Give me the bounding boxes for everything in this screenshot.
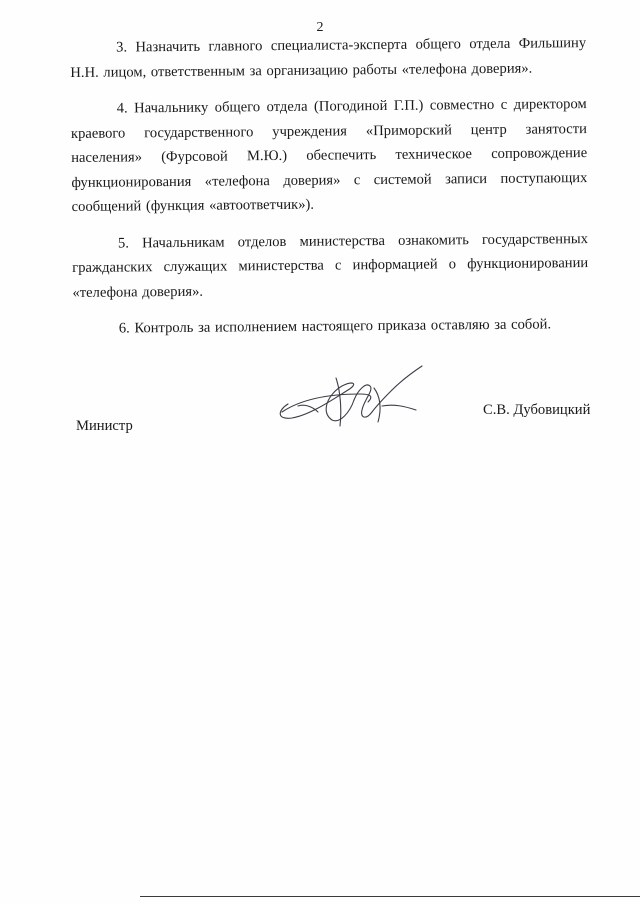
signer-name: С.В. Дубовицкий: [483, 402, 591, 418]
handwritten-signature: [270, 360, 440, 440]
paragraph-4: 4. Начальнику общего отдела (Погодиной Г.П.) совместно с директором краевого государственного учреждения «Приморский центр занятости населения» (Фурсовой М.Ю.) обеспечить техническое сопровождение функционирования «телефона доверия» с системой записи поступающих сообщений (функция «автоответчик»).: [70, 96, 588, 215]
paragraph-5: 5. Начальникам отделов министерства ознакомить государственных гражданских служащих министерства с информацией о функционировании «телефона доверия».: [72, 230, 589, 301]
scan-edge-line: [140, 896, 640, 897]
paragraph-3: 3. Назначить главного специалиста-эксперта общего отдела Фильшину Н.Н. лицом, ответственным за организацию работы «телефона доверия».: [70, 35, 587, 81]
page-number: 2: [316, 20, 324, 35]
signer-position: Министр: [76, 418, 133, 434]
paragraph-6: 6. Контроль за исполнением настоящего приказа оставляю за собой.: [118, 316, 552, 337]
